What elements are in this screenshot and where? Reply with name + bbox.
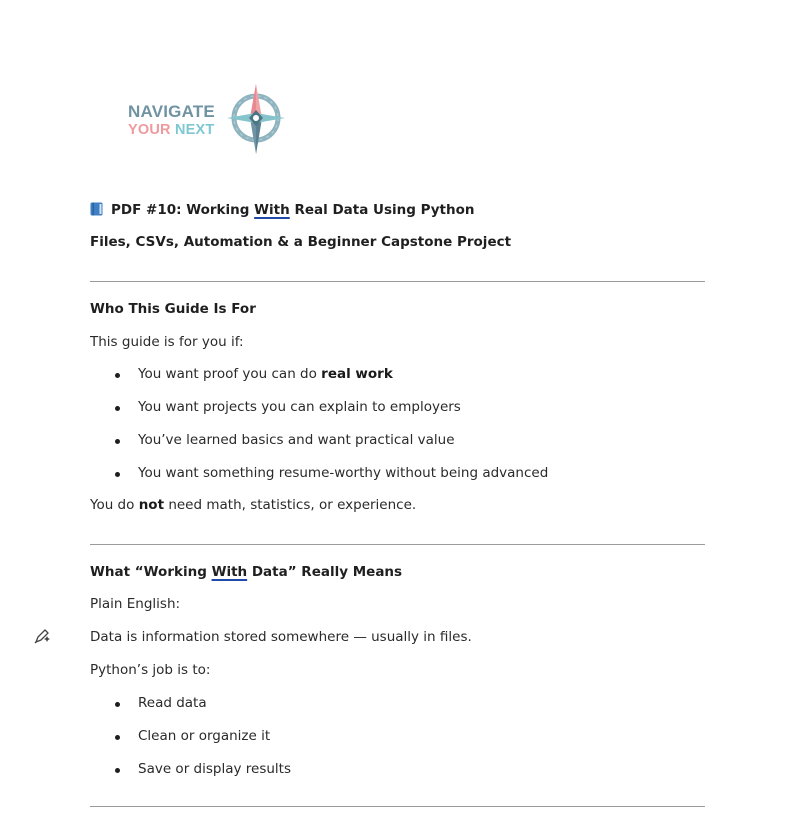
- logo-line-1: NAVIGATE: [128, 102, 215, 121]
- logo-line-2: [128, 122, 214, 138]
- list-item: Clean or organize it: [138, 728, 271, 744]
- outro-bold: not: [138, 497, 165, 513]
- data-definition: Data is information stored somewhere — usually in files.: [90, 629, 472, 645]
- bullet-dot: [115, 472, 120, 477]
- python-job-label: Python’s job is to:: [90, 662, 211, 678]
- heading-text: What “Working: [90, 564, 212, 580]
- document-title: [90, 202, 475, 218]
- section-heading-who: Who This Guide Is For: [90, 301, 256, 317]
- bullet-dot: [115, 735, 120, 740]
- compass-icon: [223, 82, 289, 156]
- plain-english-label: Plain English:: [90, 596, 181, 612]
- outro-text: You do: [90, 497, 139, 513]
- section-heading-working-with-data: [90, 564, 402, 580]
- bullet-dot: [115, 768, 120, 773]
- list-item: [138, 366, 393, 382]
- navigate-your-next-logo: [128, 82, 298, 156]
- heading-with-link[interactable]: With: [211, 564, 248, 580]
- list-item: You’ve learned basics and want practical value: [138, 432, 455, 448]
- divider: [90, 806, 705, 807]
- list-item: Save or display results: [138, 761, 291, 777]
- logo-word-your: YOUR: [128, 122, 171, 138]
- list-item: Read data: [138, 695, 207, 711]
- bullet-dot: [115, 702, 120, 707]
- list-item: You want something resume-worthy without being advanced: [138, 465, 549, 481]
- document-subtitle: Files, CSVs, Automation & a Beginner Capstone Project: [90, 234, 512, 250]
- outro-text-end: need math, statistics, or experience.: [164, 497, 417, 513]
- book-icon: [90, 202, 103, 216]
- title-suffix: Real Data Using Python: [289, 202, 475, 218]
- list-item-text: You want proof you can do: [138, 366, 322, 382]
- bullet-dot: [115, 439, 120, 444]
- section1-outro: [90, 497, 416, 513]
- title-with-link[interactable]: With: [254, 202, 290, 218]
- divider: [90, 281, 705, 282]
- bullet-dot: [115, 373, 120, 378]
- logo-word-next: NEXT: [174, 122, 215, 138]
- bullet-dot: [115, 406, 120, 411]
- divider: [90, 544, 705, 545]
- list-item: You want projects you can explain to employers: [138, 399, 461, 415]
- list-item-bold: real work: [321, 366, 393, 382]
- heading-text-end: Data” Really Means: [247, 564, 403, 580]
- title-prefix: PDF #10: Working: [111, 202, 255, 218]
- pen-sparkle-icon[interactable]: [32, 626, 52, 646]
- section1-intro: This guide is for you if:: [90, 334, 244, 350]
